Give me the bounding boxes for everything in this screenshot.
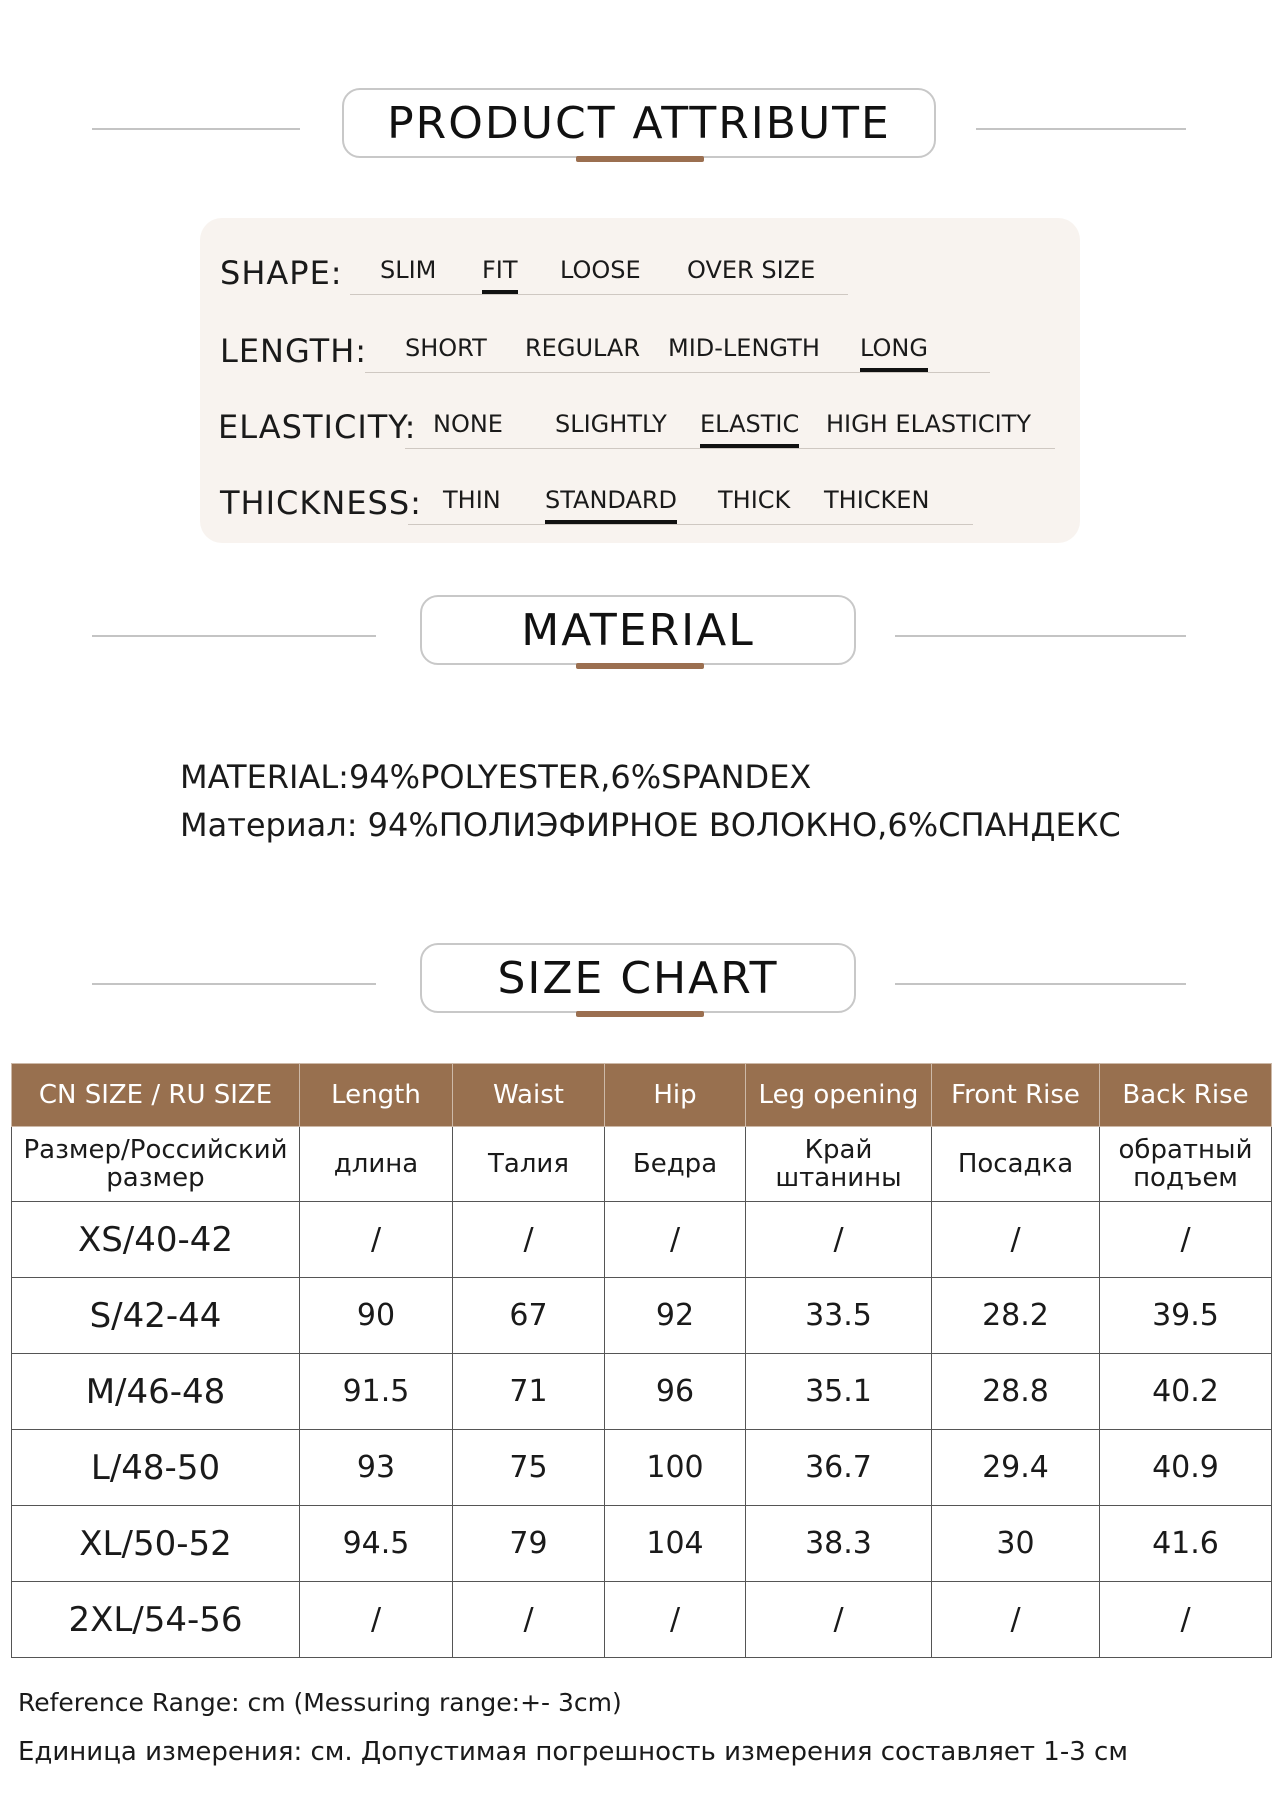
table-cell: 93 [300,1430,453,1506]
size-cell: L/48-50 [12,1430,300,1506]
table-cell: 41.6 [1100,1506,1272,1582]
table-cell: 104 [605,1506,746,1582]
table-cell: 29.4 [932,1430,1100,1506]
shape-option-slim: SLIM [380,256,437,284]
material-en: MATERIAL:94%POLYESTER,6%SPANDEX [180,758,812,796]
table-cell: / [1100,1582,1272,1658]
length-option-long: LONG [860,334,928,362]
length-option-regular: REGULAR [525,334,641,362]
table-cell: / [453,1202,605,1278]
header-length: Length [300,1064,453,1127]
attr-row-shape [200,236,1080,296]
footer-note-en: Reference Range: cm (Messuring range:+- 3cm) [18,1688,622,1717]
section-title: MATERIAL [420,595,856,665]
header-ru-back-rise: обратный подъем [1100,1127,1272,1202]
table-cell: / [932,1202,1100,1278]
section-title: PRODUCT ATTRIBUTE [342,88,936,158]
header-leg-opening: Leg opening [746,1064,932,1127]
size-cell: 2XL/54-56 [12,1582,300,1658]
header-ru-hip: Бедра [605,1127,746,1202]
size-cell: XL/50-52 [12,1506,300,1582]
table-cell: 91.5 [300,1354,453,1430]
table-cell: / [300,1582,453,1658]
attr-label-shape: SHAPE: [220,254,343,292]
table-cell: 33.5 [746,1278,932,1354]
table-row [12,1354,1272,1430]
table-cell: 30 [932,1506,1100,1582]
table-cell: / [932,1582,1100,1658]
table-cell: 96 [605,1354,746,1430]
attr-row-length [200,314,1080,374]
table-cell: 35.1 [746,1354,932,1430]
title-accent [576,1011,704,1017]
table-row [12,1278,1272,1354]
shape-option-fit: FIT [482,256,518,284]
shape-option-loose: LOOSE [560,256,641,284]
divider-left [92,128,300,130]
thickness-option-thin: THIN [443,486,501,514]
header-ru-size: Размер/Российский размер [12,1127,300,1202]
divider-left [92,635,376,637]
elasticity-option-elastic: ELASTIC [700,410,800,438]
table-cell: / [605,1582,746,1658]
header-row-en [12,1064,1272,1127]
thickness-option-thicken: THICKEN [824,486,930,514]
table-cell: 79 [453,1506,605,1582]
attr-underline [365,372,990,373]
thickness-option-standard: STANDARD [545,486,678,514]
table-cell: 92 [605,1278,746,1354]
divider-right [895,635,1186,637]
material-ru: Материал: 94%ПОЛИЭФИРНОЕ ВОЛОКНО,6%СПАНДЕКС [180,806,1121,844]
table-cell: 28.8 [932,1354,1100,1430]
size-cell: XS/40-42 [12,1202,300,1278]
table-cell: 100 [605,1430,746,1506]
length-option-short: SHORT [405,334,487,362]
attr-label-length: LENGTH: [220,332,368,370]
table-cell: 75 [453,1430,605,1506]
table-cell: 40.2 [1100,1354,1272,1430]
title-accent [576,663,704,669]
table-cell: / [605,1202,746,1278]
header-hip: Hip [605,1064,746,1127]
table-cell: 38.3 [746,1506,932,1582]
attr-underline [405,448,1055,449]
table-cell: / [746,1582,932,1658]
attr-underline [408,524,973,525]
header-row-ru [12,1127,1272,1202]
elasticity-option-slightly: SLIGHTLY [555,410,667,438]
divider-right [976,128,1186,130]
footer-note-ru: Единица измерения: см. Допустимая погрешность измерения составляет 1-3 см [18,1737,1128,1767]
table-cell: / [453,1582,605,1658]
elasticity-option-none: NONE [433,410,503,438]
table-cell: / [746,1202,932,1278]
product-attribute-header [0,88,1280,168]
attr-row-thickness [200,466,1080,526]
divider-left [92,983,376,985]
shape-option-oversize: OVER SIZE [687,256,816,284]
header-back-rise: Back Rise [1100,1064,1272,1127]
table-cell: 67 [453,1278,605,1354]
size-chart-table [11,1063,1272,1658]
header-cn-size: CN SIZE / RU SIZE [12,1064,300,1127]
size-cell: M/46-48 [12,1354,300,1430]
material-header [0,595,1280,675]
header-ru-leg-opening: Край штанины [746,1127,932,1202]
table-cell: / [1100,1202,1272,1278]
table-cell: 39.5 [1100,1278,1272,1354]
table-row [12,1582,1272,1658]
attr-label-thickness: THICKNESS: [220,484,422,522]
section-title: SIZE CHART [420,943,856,1013]
header-front-rise: Front Rise [932,1064,1100,1127]
table-cell: 90 [300,1278,453,1354]
table-cell: / [300,1202,453,1278]
table-cell: 94.5 [300,1506,453,1582]
header-ru-front-rise: Посадка [932,1127,1100,1202]
table-row [12,1506,1272,1582]
table-cell: 40.9 [1100,1430,1272,1506]
header-ru-waist: Талия [453,1127,605,1202]
elasticity-option-high-elasticity: HIGH ELASTICITY [826,410,1032,438]
divider-right [895,983,1186,985]
attr-row-elasticity [200,390,1080,450]
attribute-panel [200,218,1080,543]
length-option-mid-length: MID-LENGTH [668,334,820,362]
table-row [12,1430,1272,1506]
table-row [12,1202,1272,1278]
attr-label-elasticity: ELASTICITY: [218,408,417,446]
table-cell: 28.2 [932,1278,1100,1354]
title-accent [576,156,704,162]
header-ru-length: длина [300,1127,453,1202]
thickness-option-thick: THICK [718,486,791,514]
attr-underline [350,294,848,295]
size-cell: S/42-44 [12,1278,300,1354]
header-waist: Waist [453,1064,605,1127]
table-cell: 71 [453,1354,605,1430]
table-cell: 36.7 [746,1430,932,1506]
size-chart-header [0,943,1280,1023]
